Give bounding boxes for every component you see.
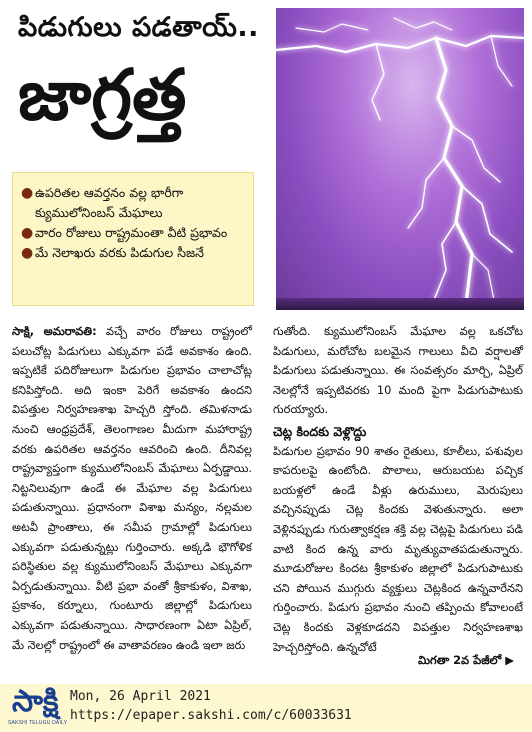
highlight-text: మే నెలాఖరు వరకు పిడుగుల సీజనే	[35, 245, 204, 260]
article-column-left	[12, 322, 252, 655]
dateline: సాక్షి, అమరావతి:	[12, 324, 97, 338]
footer-bar	[0, 684, 532, 732]
lightning-bolt-icon	[276, 8, 524, 310]
article-column-right	[273, 322, 523, 657]
main-headline: జాగ్రత్త	[18, 54, 187, 136]
continued-on-page: మిగతా 2వ పేజీలో ▶	[418, 653, 514, 667]
sakshi-logo	[6, 684, 68, 728]
highlight-item	[21, 223, 247, 243]
kicker-headline: పిడుగులు పడతాయ్..	[18, 12, 259, 43]
highlight-item	[21, 183, 247, 223]
lightning-photo	[276, 8, 524, 310]
logo-subtitle: SAKSHI TELUGU DAILY	[8, 720, 68, 726]
highlight-text: ఉపరితల ఆవర్తనం వల్ల భారీగా క్యుములోనింబస్ మేఘాలు	[35, 185, 184, 220]
epaper-url[interactable]: https://epaper.sakshi.com/c/60033631	[70, 708, 352, 723]
bullet-dot-icon: ●	[21, 225, 34, 241]
highlights-box	[12, 172, 254, 306]
article-subhead: చెట్ల కిందకు వెళ్లొద్దు	[273, 423, 367, 439]
bullet-dot-icon: ●	[21, 245, 34, 261]
highlight-text: వారం రోజులు రాష్ట్రమంతా వీటి ప్రభావం	[35, 225, 228, 240]
article-body-right: గుతోంది. క్యుములోనింబస్ మేఘాల వల్ల ఒకచోట పిడుగులు, మరోచోట బలమైన గాలులు వీచి వర్షాలతో పిడుగులు పడుతున్నాయి. ఈ సంవత్సరం మార్చి, ఏప్రిల్ నెలల్లోనే ఇప్పటివరకు 10 మంది పైగా పిడుగుపాటుకు గురయ్యారు.	[273, 324, 523, 417]
article-body-left: వచ్చే వారం రోజులు రాష్ట్రంలో పలుచోట్ల పిడుగులు ఎక్కువగా పడే అవకాశం ఉంది. ఇప్పటికే పదిరోజులుగా పిడుగుల ప్రభావం చాలాచోట్ల కనిపిస్తోంది. అది ఇంకా పెరిగే అవకాశం ఉందని విపత్తుల నిర్వహణశాఖ హెచ్చరి స్తోంది. తమిళనాడు నుంచి ఆంధ్రప్రదేశ్, తెలంగాణల మీదుగా మహారాష్ట్ర వరకు ఉపరితల ఆవర్తనం ఆవరించి ఉంది. దీనివల్ల రాష్ట్రవ్యాప్తంగా క్యుములోనింబస్ మేఘాలు ఏర్పడ్డాయి. నిట్టనిలువుగా ఉండే ఈ మేఘాల వల్ల పిడుగులు పడుతున్నాయి. ప్రధానంగా విశాఖ మన్యం, నల్లమల అటవీ ప్రాంతాలు, ఈ సమీప గ్రామాల్లో పిడుగులు ఎక్కువగా పడుతున్నట్లు గుర్తించారు. అక్కడి భౌగోళిక పరిస్థితుల వల్ల క్యుములోనింబస్ మేఘాలు ఎక్కువగా ఏర్పడుతున్నాయి. వీటి ప్రభా వంతో శ్రీకాకుళం, విశాఖ, ప్రకాశం, కర్నూలు, గుంటూరు జిల్లాల్లో పిడుగులు ఎక్కువగా పడుతున్నాయి. సాధారణంగా ఏటా ఏప్రిల్, మే నెలల్లో రాష్ట్రంలో ఈ వాతావరణం ఉండి ఇలా జరు	[12, 324, 253, 652]
edition-date: Mon, 26 April 2021	[70, 689, 211, 704]
logo-text: సాక్షి	[12, 684, 59, 719]
highlight-item	[21, 243, 247, 263]
bullet-dot-icon: ●	[21, 185, 34, 201]
article-body-right-2: పిడుగుల ప్రభావం 90 శాతం రైతులు, కూలీలు, పశువుల కాపరులపై ఉంటోంది. పొలాలు, ఆరుబయట పచ్చిక బయళ్లలో ఉండే వీళ్లు ఉరుములు, మెరుపులు వచ్చినప్పుడు చెట్ల కిందకు వెళుతున్నారు. అలా వెళ్లినప్పుడు గురుత్వాకర్షణ శక్తి వల్ల చెట్లపై పిడుగులు పడి వాటి కింద ఉన్న వారు మృత్యువాతపడుతున్నారు. మూడురోజుల కిందట శ్రీకాకుళం జిల్లాలో పిడుగుపాటుకు చని పోయిన ముగ్గురు వ్యక్తులు చెట్లకింద ఉన్నవారేనని గుర్తించారు. పిడుగు ప్రభావం నుంచి తప్పించు కోవాలంటే చెట్ల కిందకు వెళ్లకూడదని విపత్తుల నిర్వహణశాఖ హెచ్చరిస్తోంది. ఉన్నచోటే	[273, 443, 523, 654]
